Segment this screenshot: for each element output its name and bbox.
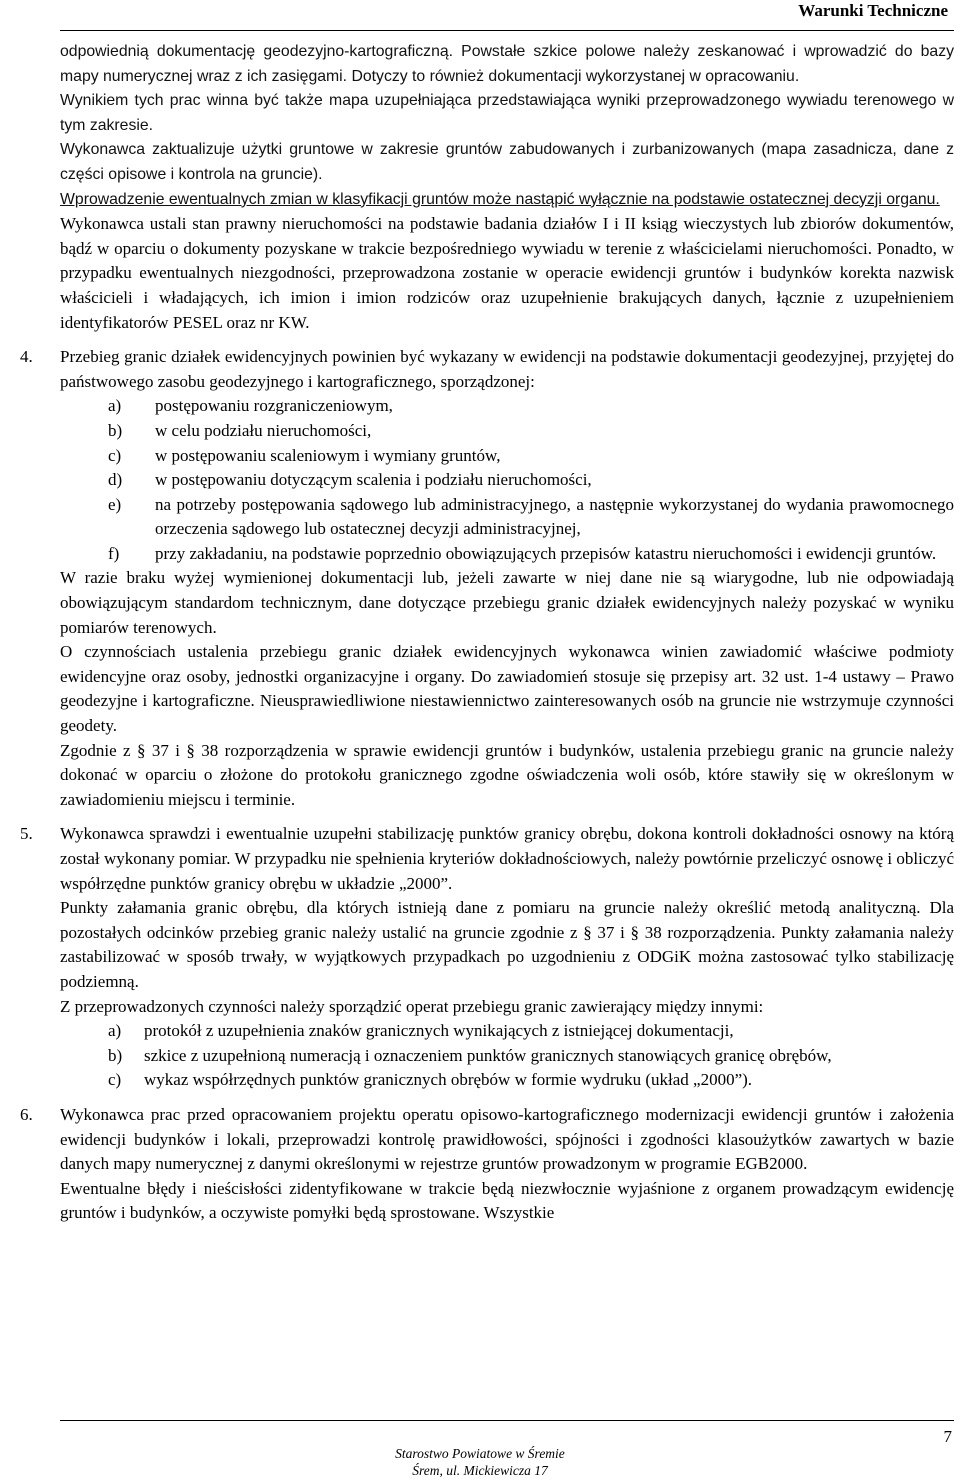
list-item-text: w postępowaniu dotyczącym scalenia i podziału nieruchomości, [155, 470, 592, 490]
document-body [20, 40, 954, 1226]
list-item [60, 1068, 954, 1093]
spacer [60, 1093, 954, 1103]
paragraph-intro-5: Wykonawca ustali stan prawny nieruchomości na podstawie badania działów I i II ksiąg wieczystych lub zbiorów dokumentów, bądź w oparciu o dokumenty pozyskane w trakcie bezpośredniego wywiadu w terenie z właścicielami nieruchomości. Ponadto, w przypadku ewentualnych niezgodności, przeprowadzona zostanie w operacie ewidencji gruntów i budynków korekta nazwisk właścicieli i władających, ich imion i imion rodziców oraz uzupełnienie brakujących danych, łącznie z uzupełnieniem identyfikatorów PESEL oraz nr KW. [60, 214, 954, 332]
list-item [60, 444, 954, 469]
spacer [60, 812, 954, 822]
footer-divider [60, 1420, 954, 1421]
list-letter: b) [108, 1045, 123, 1065]
list-letter: b) [108, 420, 123, 440]
section-4-paragraph-3: Zgodnie z § 37 i § 38 rozporządzenia w sprawie ewidencji gruntów i budynków, ustalenia przebiegu granic na gruncie należy dokonać w oparciu o złożone do protokołu granicznego zgodne oświadczenia woli osób, które stawiły się w określonym w zawiadomieniu miejscu i terminie. [60, 740, 954, 809]
page-footer [0, 1445, 960, 1479]
list-item-text: przy zakładaniu, na podstawie poprzednio obowiązujących przepisów katastru nieruchomości i ewidencji gruntów. [155, 543, 937, 563]
list-letter: a) [108, 396, 122, 416]
paragraph-intro-1: odpowiednią dokumentację geodezyjno-kartograficzną. Powstałe szkice polowe należy zeskanować i wprowadzić do bazy mapy numerycznej wraz z ich zasięgami. Dotyczy to również dokumentacji wykorzystanej w opracowaniu. [60, 43, 954, 85]
footer-line-2: Śrem, ul. Mickiewicza 17 [412, 1463, 548, 1478]
section-5-list [60, 1019, 954, 1093]
list-letter: d) [108, 470, 123, 490]
section-5-paragraph-1: Punkty załamania granic obrębu, dla których istnieją dane z pomiaru na gruncie należy określić metodą analityczną. Dla pozostałych odcinków przebieg granic należy ustalić na gruncie zgodnie z § 37 i § 38 rozporządzenia. Punkty załamania należy zastabilizować w sposób trwały, w wyjątkowych przypadkach po uzgodnieniu z ODGiK można zastosować tylko stabilizację podziemną. [60, 898, 954, 991]
list-item [60, 493, 954, 542]
list-item [60, 419, 954, 444]
list-letter: e) [108, 494, 122, 514]
section-4-paragraph-1: W razie braku wyżej wymienionej dokumentacji lub, jeżeli zawarte w niej dane nie są wiarygodne, lub nie odpowiadają obowiązującym standardom technicznym, dane dotyczące przebiegu granic działek ewidencyjnych należy pozyskać w wyniku pomiarów terenowych. [60, 568, 954, 637]
page-number: 7 [943, 1427, 952, 1446]
list-item [60, 1044, 954, 1069]
header-divider [60, 30, 954, 31]
list-item-text: na potrzeby postępowania sądowego lub administracyjnego, a następnie wykorzystanej do wydania prawomocnego orzeczenia sądowego lub ostatecznej decyzji administracyjnej, [155, 494, 954, 539]
paragraph-intro-3: Wykonawca zaktualizuje użytki gruntowe w zakresie gruntów zabudowanych i zurbanizowanych (mapa zasadnicza, dane z części opisowe i kontrola na gruncie). [60, 141, 954, 183]
list-item-text: wykaz współrzędnych punktów granicznych obrębów w formie wydruku (układ „2000”). [144, 1070, 753, 1090]
section-number: 4. [20, 347, 33, 367]
list-item-text: postępowaniu rozgraniczeniowym, [155, 396, 393, 416]
list-letter: c) [108, 1070, 122, 1090]
footer-line-1: Starostwo Powiatowe w Śremie [395, 1446, 565, 1461]
paragraph-intro-2: Wynikiem tych prac winna być także mapa uzupełniająca przedstawiająca wyniki przeprowadzonego wywiadu terenowego w tym zakresie. [60, 92, 954, 134]
list-letter: c) [108, 445, 122, 465]
section-number: 6. [20, 1104, 33, 1124]
list-item [60, 394, 954, 419]
list-letter: a) [108, 1021, 122, 1041]
section-5 [20, 822, 954, 1093]
section-number: 5. [20, 824, 33, 844]
section-4-list [60, 394, 954, 566]
list-item [60, 468, 954, 493]
paragraph-intro-4: Wprowadzenie ewentualnych zmian w klasyfikacji gruntów może nastąpić wyłącznie na podstawie ostatecznej decyzji organu. [60, 190, 940, 208]
list-item-text: protokół z uzupełnienia znaków granicznych wynikających z istniejącej dokumentacji, [144, 1021, 734, 1041]
list-item-text: szkice z uzupełnioną numeracją i oznaczeniem punktów granicznych stanowiących granicę obrębów, [144, 1045, 832, 1065]
section-4 [20, 345, 954, 812]
section-4-paragraph-2: O czynnościach ustalenia przebiegu granic działek ewidencyjnych wykonawca winien zawiadomić właściwe podmioty ewidencyjne oraz osoby, jednostki organizacyjne i organy. Do zawiadomień stosuje się przepisy art. 32 ust. 1-4 ustawy – Prawo geodezyjne i kartograficzne. Nieusprawiedliwione niestawiennictwo zainteresowanych osób na gruncie nie wstrzymuje czynności geodety. [60, 642, 954, 736]
section-6-lead: Wykonawca prac przed opracowaniem projektu operatu opisowo-kartograficznego modernizacji ewidencji gruntów i założenia ewidencji budynków i lokali, przeprowadzi kontrolę prawidłowości, spójności i zgodności klasoużytków zawartych w bazie danych mapy numerycznej z danymi określonymi w rejestrze gruntów prowadzonym w programie EGB2000. [60, 1104, 954, 1174]
page-header-title: Warunki Techniczne [798, 1, 948, 20]
section-5-paragraph-2: Z przeprowadzonych czynności należy sporządzić operat przebiegu granic zawierający między innymi: [60, 996, 764, 1016]
section-6-paragraph-1: Ewentualne błędy i nieścisłości zidentyfikowane w trakcie będą niezwłocznie wyjaśnione z organem prowadzącym ewidencję gruntów i budynków, a oczywiste pomyłki będą sprostowane. Wszystkie [60, 1178, 954, 1223]
list-item [60, 542, 954, 567]
spacer [60, 335, 954, 345]
section-4-lead: Przebieg granic działek ewidencyjnych powinien być wykazany w ewidencji na podstawie dokumentacji geodezyjnej, przyjętej do państwowego zasobu geodezyjnego i kartograficznego, sporządzonej: [60, 347, 954, 391]
list-item-text: w postępowaniu scaleniowym i wymiany gruntów, [155, 445, 501, 465]
list-item-text: w celu podziału nieruchomości, [155, 420, 372, 440]
section-6 [20, 1103, 954, 1226]
list-item [60, 1019, 954, 1044]
list-letter: f) [108, 543, 120, 563]
section-5-lead: Wykonawca sprawdzi i ewentualnie uzupełni stabilizację punktów granicy obrębu, dokona kontroli dokładności osnowy na którą został wykonany pomiar. W przypadku nie spełnienia kryteriów dokładnościowych, należy powtórnie przeliczyć osnowę i obliczyć współrzędne punktów granicy obrębu w układzie „2000”. [60, 824, 954, 893]
